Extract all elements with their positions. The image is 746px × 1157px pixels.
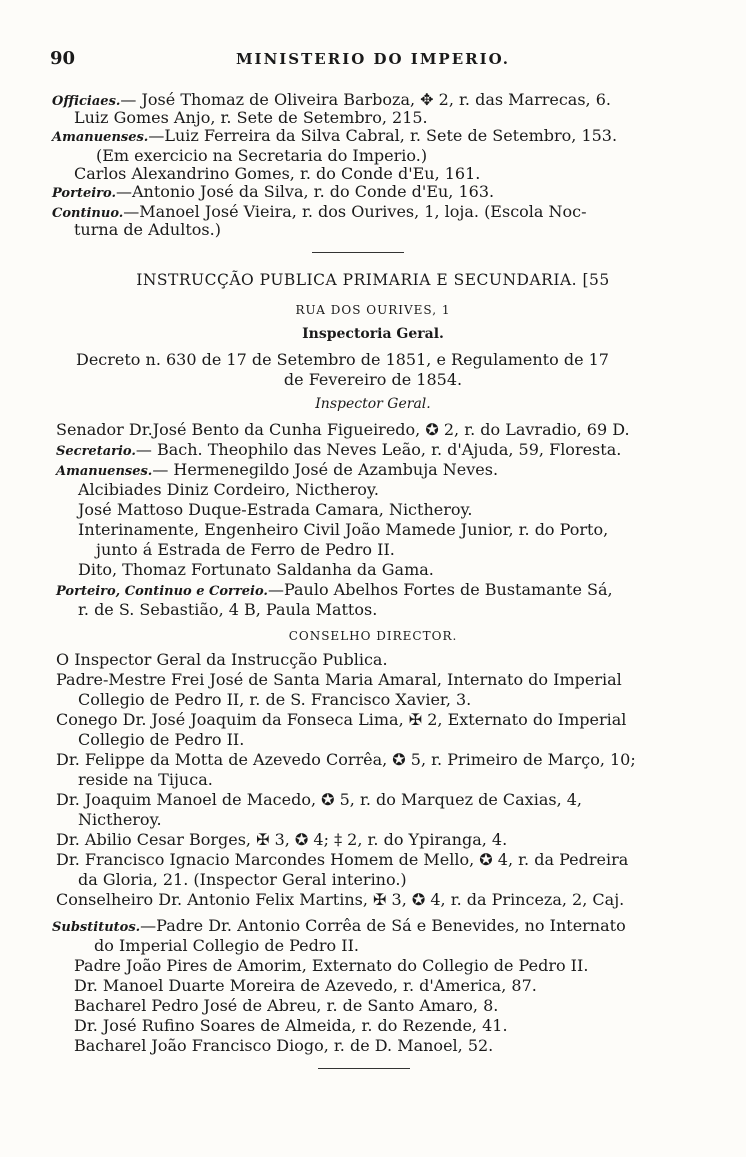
text-line: reside na Tijuca.	[78, 770, 213, 789]
porteiro-line: Porteiro.—Antonio José da Silva, r. do Conde d'Eu, 163.	[52, 182, 495, 201]
inspector-heading: Inspector Geral.	[315, 396, 431, 412]
text-line: Dr. Manoel Duarte Moreira de Azevedo, r. d'America, 87.	[74, 976, 537, 995]
subheading: Inspectoria Geral.	[302, 326, 444, 342]
address-line: RUA DOS OURIVES, 1	[295, 303, 451, 317]
divider	[318, 1068, 410, 1069]
text-line: turna de Adultos.)	[74, 220, 221, 239]
continuo-line: Continuo.—Manoel José Vieira, r. dos Ourives, 1, loja. (Escola Noc-	[52, 202, 587, 221]
text-line: (Em exercicio na Secretaria do Imperio.)	[96, 146, 428, 165]
text-line: r. de S. Sebastião, 4 B, Paula Mattos.	[78, 600, 378, 619]
text-line: do Imperial Collegio de Pedro II.	[94, 936, 359, 955]
decree-line: de Fevereiro de 1854.	[283, 370, 463, 389]
porteiro-label: Porteiro, Continuo e Correio.	[56, 584, 268, 599]
text-line: Dr. Abilio Cesar Borges, ✠ 3, ✪ 4; ‡ 2, r. do Ypiranga, 4.	[56, 830, 508, 849]
officiaes-line: Officiaes.— José Thomaz de Oliveira Barboza, ✥ 2, r. das Marrecas, 6.	[52, 90, 611, 109]
text-line: Dr. José Rufino Soares de Almeida, r. do Rezende, 41.	[74, 1016, 508, 1035]
text-line: Dr. Francisco Ignacio Marcondes Homem de Mello, ✪ 4, r. da Pedreira	[56, 850, 629, 869]
section-heading: CONSELHO DIRECTOR.	[288, 629, 458, 643]
text-line: junto á Estrada de Ferro de Pedro II.	[96, 540, 395, 559]
text-line: O Inspector Geral da Instrucção Publica.	[56, 650, 388, 669]
amanuenses-line: Amanuenses.—Luiz Ferreira da Silva Cabral, r. Sete de Setembro, 153.	[52, 126, 618, 145]
text-line: Padre João Pires de Amorim, Externato do Collegio de Pedro II.	[74, 956, 589, 975]
text-line: Bacharel Pedro José de Abreu, r. de Santo Amaro, 8.	[74, 996, 499, 1015]
text-line: da Gloria, 21. (Inspector Geral interino.)	[78, 870, 407, 889]
amanuenses-label: Amanuenses.	[56, 464, 153, 479]
text-line: Senador Dr.José Bento da Cunha Figueiredo, ✪ 2, r. do Lavradio, 69 D.	[56, 420, 630, 439]
text-line: Nictheroy.	[78, 810, 162, 829]
text-line: Padre-Mestre Frei José de Santa Maria Amaral, Internato do Imperial	[56, 670, 622, 689]
divider	[312, 252, 404, 253]
amanuenses-line: Amanuenses.— Hermenegildo José de Azambuja Neves.	[56, 460, 499, 479]
text-line: Conego Dr. José Joaquim da Fonseca Lima, ✠ 2, Externato do Imperial	[56, 710, 627, 729]
text-line: Luiz Gomes Anjo, r. Sete de Setembro, 215.	[74, 108, 428, 127]
secretario-line: Secretario.— Bach. Theophilo das Neves Leão, r. d'Ajuda, 59, Floresta.	[56, 440, 622, 459]
page-header	[0, 48, 746, 72]
text-line: Bacharel João Francisco Diogo, r. de D. Manoel, 52.	[74, 1036, 494, 1055]
continuo-label: Continuo.	[52, 206, 124, 221]
substitutos-label: Substitutos.	[52, 920, 141, 935]
text-line: Dr. Felippe da Motta de Azevedo Corrêa, ✪ 5, r. Primeiro de Março, 10;	[56, 750, 636, 769]
text-line: José Mattoso Duque-Estrada Camara, Nictheroy.	[78, 500, 473, 519]
running-title: MINISTERIO DO IMPERIO.	[235, 50, 511, 68]
text-line: Dr. Joaquim Manoel de Macedo, ✪ 5, r. do Marquez de Caxias, 4,	[56, 790, 582, 809]
decree-line: Decreto n. 630 de 17 de Setembro de 1851, e Regulamento de 17	[76, 350, 609, 369]
porteiro-line: Porteiro, Continuo e Correio.—Paulo Abelhos Fortes de Bustamante Sá,	[56, 580, 613, 599]
text-line: Collegio de Pedro II, r. de S. Francisco Xavier, 3.	[78, 690, 472, 709]
secretario-label: Secretario.	[56, 444, 136, 459]
page-number: 90	[50, 48, 76, 69]
text-line: Carlos Alexandrino Gomes, r. do Conde d'Eu, 161.	[74, 164, 481, 183]
text-line: Alcibiades Diniz Cordeiro, Nictheroy.	[78, 480, 379, 499]
section-heading: INSTRUCÇÃO PUBLICA PRIMARIA E SECUNDARIA. [55	[136, 271, 610, 289]
porteiro-label: Porteiro.	[52, 186, 116, 201]
text-line: Interinamente, Engenheiro Civil João Mamede Junior, r. do Porto,	[78, 520, 609, 539]
text-line: Conselheiro Dr. Antonio Felix Martins, ✠ 3, ✪ 4, r. da Princeza, 2, Caj.	[56, 890, 625, 909]
substitutos-line: Substitutos.—Padre Dr. Antonio Corrêa de Sá e Benevides, no Internato	[52, 916, 626, 935]
text-line: Dito, Thomaz Fortunato Saldanha da Gama.	[78, 560, 434, 579]
officiaes-label: Officiaes.	[52, 94, 121, 109]
amanuenses-label: Amanuenses.	[52, 130, 149, 145]
text-line: Collegio de Pedro II.	[78, 730, 245, 749]
